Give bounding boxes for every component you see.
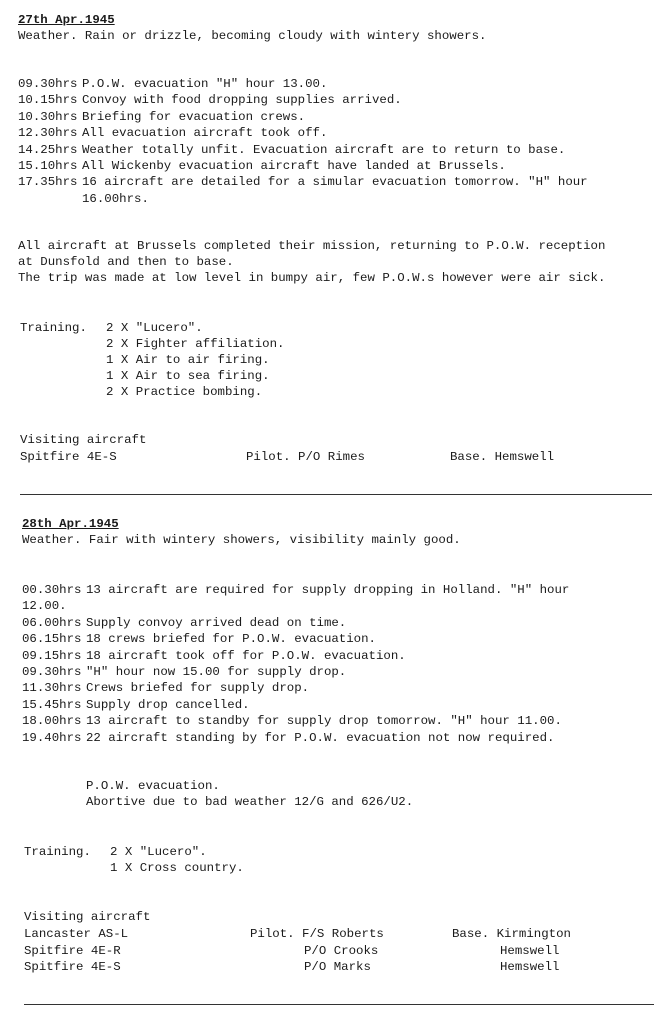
log-time: 15.10hrs [18,159,78,174]
log-time: 15.45hrs [22,697,82,712]
log-time: 09.15hrs [22,648,82,663]
log-text: Supply convoy arrived dead on time. [86,615,347,630]
visiting-aircraft: Spitfire 4E-S [20,450,117,464]
log-time: 09.30hrs [18,77,78,91]
log-time: 14.25hrs [18,142,78,157]
visiting-pilot: P/O Marks [304,960,371,974]
weather-line: Weather. Rain or drizzle, becoming cloudy with wintery showers. [18,29,487,43]
summary-line: The trip was made at low level in bumpy air, few P.O.W.s however were air sick. [18,271,606,285]
log-entry [18,76,588,92]
log-text: 18 aircraft took off for P.O.W. evacuation. [86,648,406,663]
log-entry [18,142,588,158]
log-entry [22,615,569,631]
visiting-pilot: P/O Crooks [304,944,379,958]
visiting-aircraft: Spitfire 4E-S [24,960,121,974]
visiting-label: Visiting aircraft [20,433,147,447]
log-entry [22,713,569,729]
note-line: P.O.W. evacuation. [86,779,220,793]
section-divider [20,494,652,495]
log-entry [22,631,569,647]
visiting-base: Base. Hemswell [450,450,555,464]
log-entry-continuation [22,598,569,614]
summary-line: All aircraft at Brussels completed their mission, returning to P.O.W. reception [18,239,606,253]
log-time: 18.00hrs [22,714,82,729]
time-log [22,582,569,746]
log-time: 19.40hrs [22,730,82,745]
log-time: 17.35hrs [18,175,78,190]
log-text: Crews briefed for supply drop. [86,681,310,696]
log-entry [18,125,588,141]
log-text: P.O.W. evacuation "H" hour 13.00. [82,77,328,91]
log-text: "H" hour now 15.00 for supply drop. [86,665,347,680]
log-entry [22,680,569,696]
log-text: All evacuation aircraft took off. [82,126,328,141]
log-time: 00.30hrs [22,583,82,597]
log-text: 13 aircraft are required for supply dropping in Holland. "H" hour [86,583,570,597]
log-entry [18,158,588,174]
summary-line: at Dunsfold and then to base. [18,255,234,269]
log-time: 12.30hrs [18,126,78,141]
log-text: 22 aircraft standing by for P.O.W. evacuation not now required. [86,730,555,745]
log-entry [18,92,588,108]
visiting-base: Base. Kirmington [452,927,571,941]
log-text: Supply drop cancelled. [86,697,250,712]
log-entry-continuation [18,191,588,207]
log-time: 06.15hrs [22,632,82,647]
training-label: Training. [20,321,87,335]
log-text: Weather totally unfit. Evacuation aircraft are to return to base. [82,142,566,157]
training-item: 2 X Practice bombing. [106,385,263,399]
log-entry [22,664,569,680]
log-entry [18,174,588,190]
log-text: 12.00. [22,599,67,614]
log-text: Convoy with food dropping supplies arrived. [82,93,402,108]
log-entry [22,582,569,598]
visiting-label: Visiting aircraft [24,910,151,924]
log-entry [22,648,569,664]
training-item: 2 X Fighter affiliation. [106,337,285,351]
visiting-aircraft: Lancaster AS-L [24,927,129,941]
note-line: Abortive due to bad weather 12/G and 626/U2. [86,795,414,809]
training-item: 1 X Air to sea firing. [106,369,270,383]
visiting-base: Hemswell [500,960,560,974]
log-time: 06.00hrs [22,615,82,630]
training-item: 2 X "Lucero". [110,845,207,859]
training-item: 1 X Air to air firing. [106,353,270,367]
visiting-pilot: Pilot. P/O Rimes [246,450,365,464]
time-log [18,76,588,207]
entry-date: 28th Apr.1945 [22,517,119,531]
visiting-pilot: Pilot. F/S Roberts [250,927,384,941]
log-time: 10.15hrs [18,93,78,108]
training-label: Training. [24,845,91,859]
log-entry [22,697,569,713]
log-text: All Wickenby evacuation aircraft have landed at Brussels. [82,159,506,174]
weather-line: Weather. Fair with wintery showers, visibility mainly good. [22,533,461,547]
log-entry [22,730,569,746]
log-text: 16 aircraft are detailed for a simular evacuation tomorrow. "H" hour [82,175,588,190]
visiting-base: Hemswell [500,944,560,958]
log-entry [18,109,588,125]
entry-date: 27th Apr.1945 [18,13,115,27]
log-time: 11.30hrs [22,681,82,696]
training-item: 1 X Cross country. [110,861,244,875]
visiting-aircraft: Spitfire 4E-R [24,944,121,958]
log-time: 10.30hrs [18,109,78,124]
log-text: Briefing for evacuation crews. [82,109,306,124]
log-text: 13 aircraft to standby for supply drop tomorrow. "H" hour 11.00. [86,714,562,729]
log-text: 16.00hrs. [82,191,149,206]
log-time: 09.30hrs [22,665,82,680]
section-divider [24,1004,654,1005]
log-text: 18 crews briefed for P.O.W. evacuation. [86,632,376,647]
training-item: 2 X "Lucero". [106,321,203,335]
